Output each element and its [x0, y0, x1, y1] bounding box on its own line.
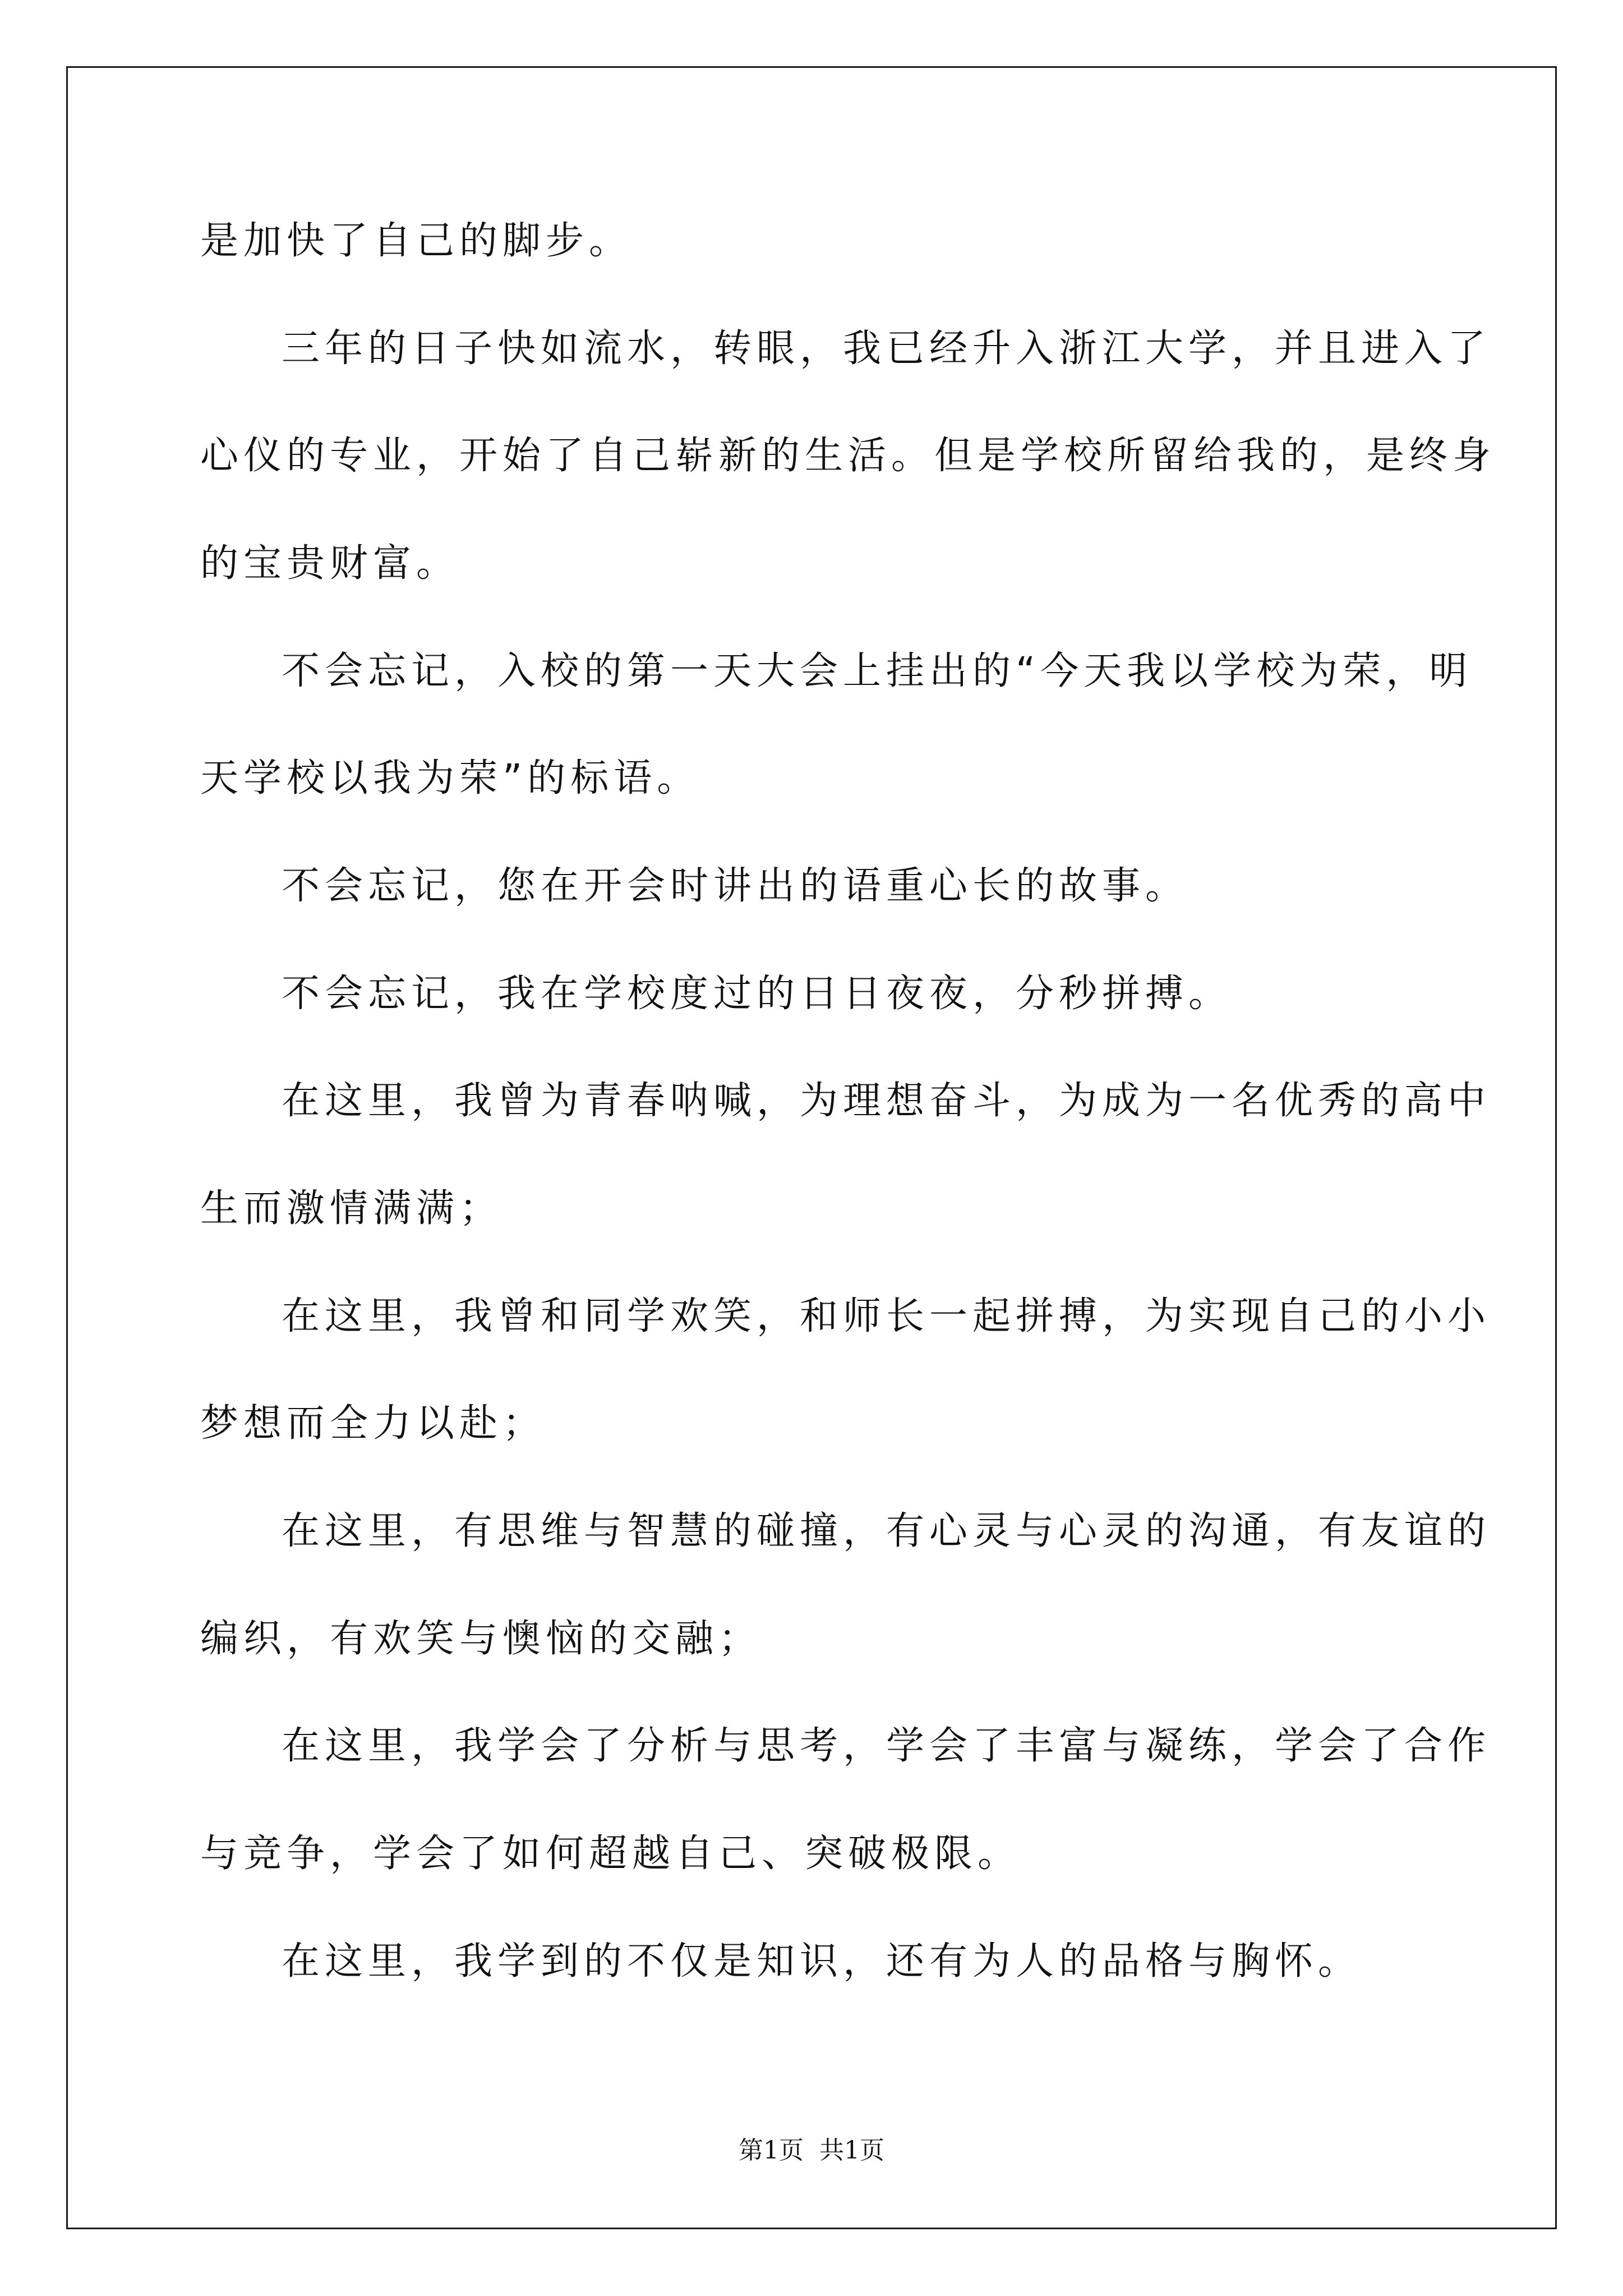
- text-line: 梦想而全力以赴；: [200, 1401, 546, 1446]
- text-line: 天学校以我为荣”的标语。: [200, 756, 700, 800]
- text-line: 与竞争，学会了如何超越自己、突破极限。: [200, 1832, 1021, 1876]
- text-line: 不会忘记，入校的第一天大会上挂出的“今天我以学校为荣，明: [282, 649, 1473, 693]
- text-line: 在这里，我曾和同学欢笑，和师长一起拼搏，为实现自己的小小: [282, 1294, 1491, 1338]
- text-line: 不会忘记，您在开会时讲出的语重心长的故事。: [282, 864, 1189, 908]
- page-border: [66, 66, 1557, 2229]
- text-line: 在这里，有思维与智慧的碰撞，有心灵与心灵的沟通，有友谊的: [282, 1509, 1491, 1553]
- text-line: 生而激情满满；: [200, 1186, 503, 1231]
- text-line: 的宝贵财富。: [200, 541, 460, 586]
- text-line: 不会忘记，我在学校度过的日日夜夜，分秒拼搏。: [282, 972, 1232, 1016]
- page-footer: 第1页 共1页: [739, 2136, 884, 2165]
- text-line: 心仪的专业，开始了自己崭新的生活。但是学校所留给我的，是终身: [200, 434, 1496, 478]
- text-line: 在这里，我学会了分析与思考，学会了丰富与凝练，学会了合作: [282, 1724, 1491, 1768]
- text-line: 在这里，我学到的不仅是知识，还有为人的品格与胸怀。: [282, 1939, 1362, 1984]
- text-line: 在这里，我曾为青春呐喊，为理想奋斗，为成为一名优秀的高中: [282, 1079, 1491, 1123]
- text-line: 三年的日子快如流水，转眼，我已经升入浙江大学，并且进入了: [282, 326, 1491, 371]
- text-line: 编织，有欢笑与懊恼的交融；: [200, 1617, 762, 1661]
- text-line: 是加快了自己的脚步。: [200, 219, 633, 263]
